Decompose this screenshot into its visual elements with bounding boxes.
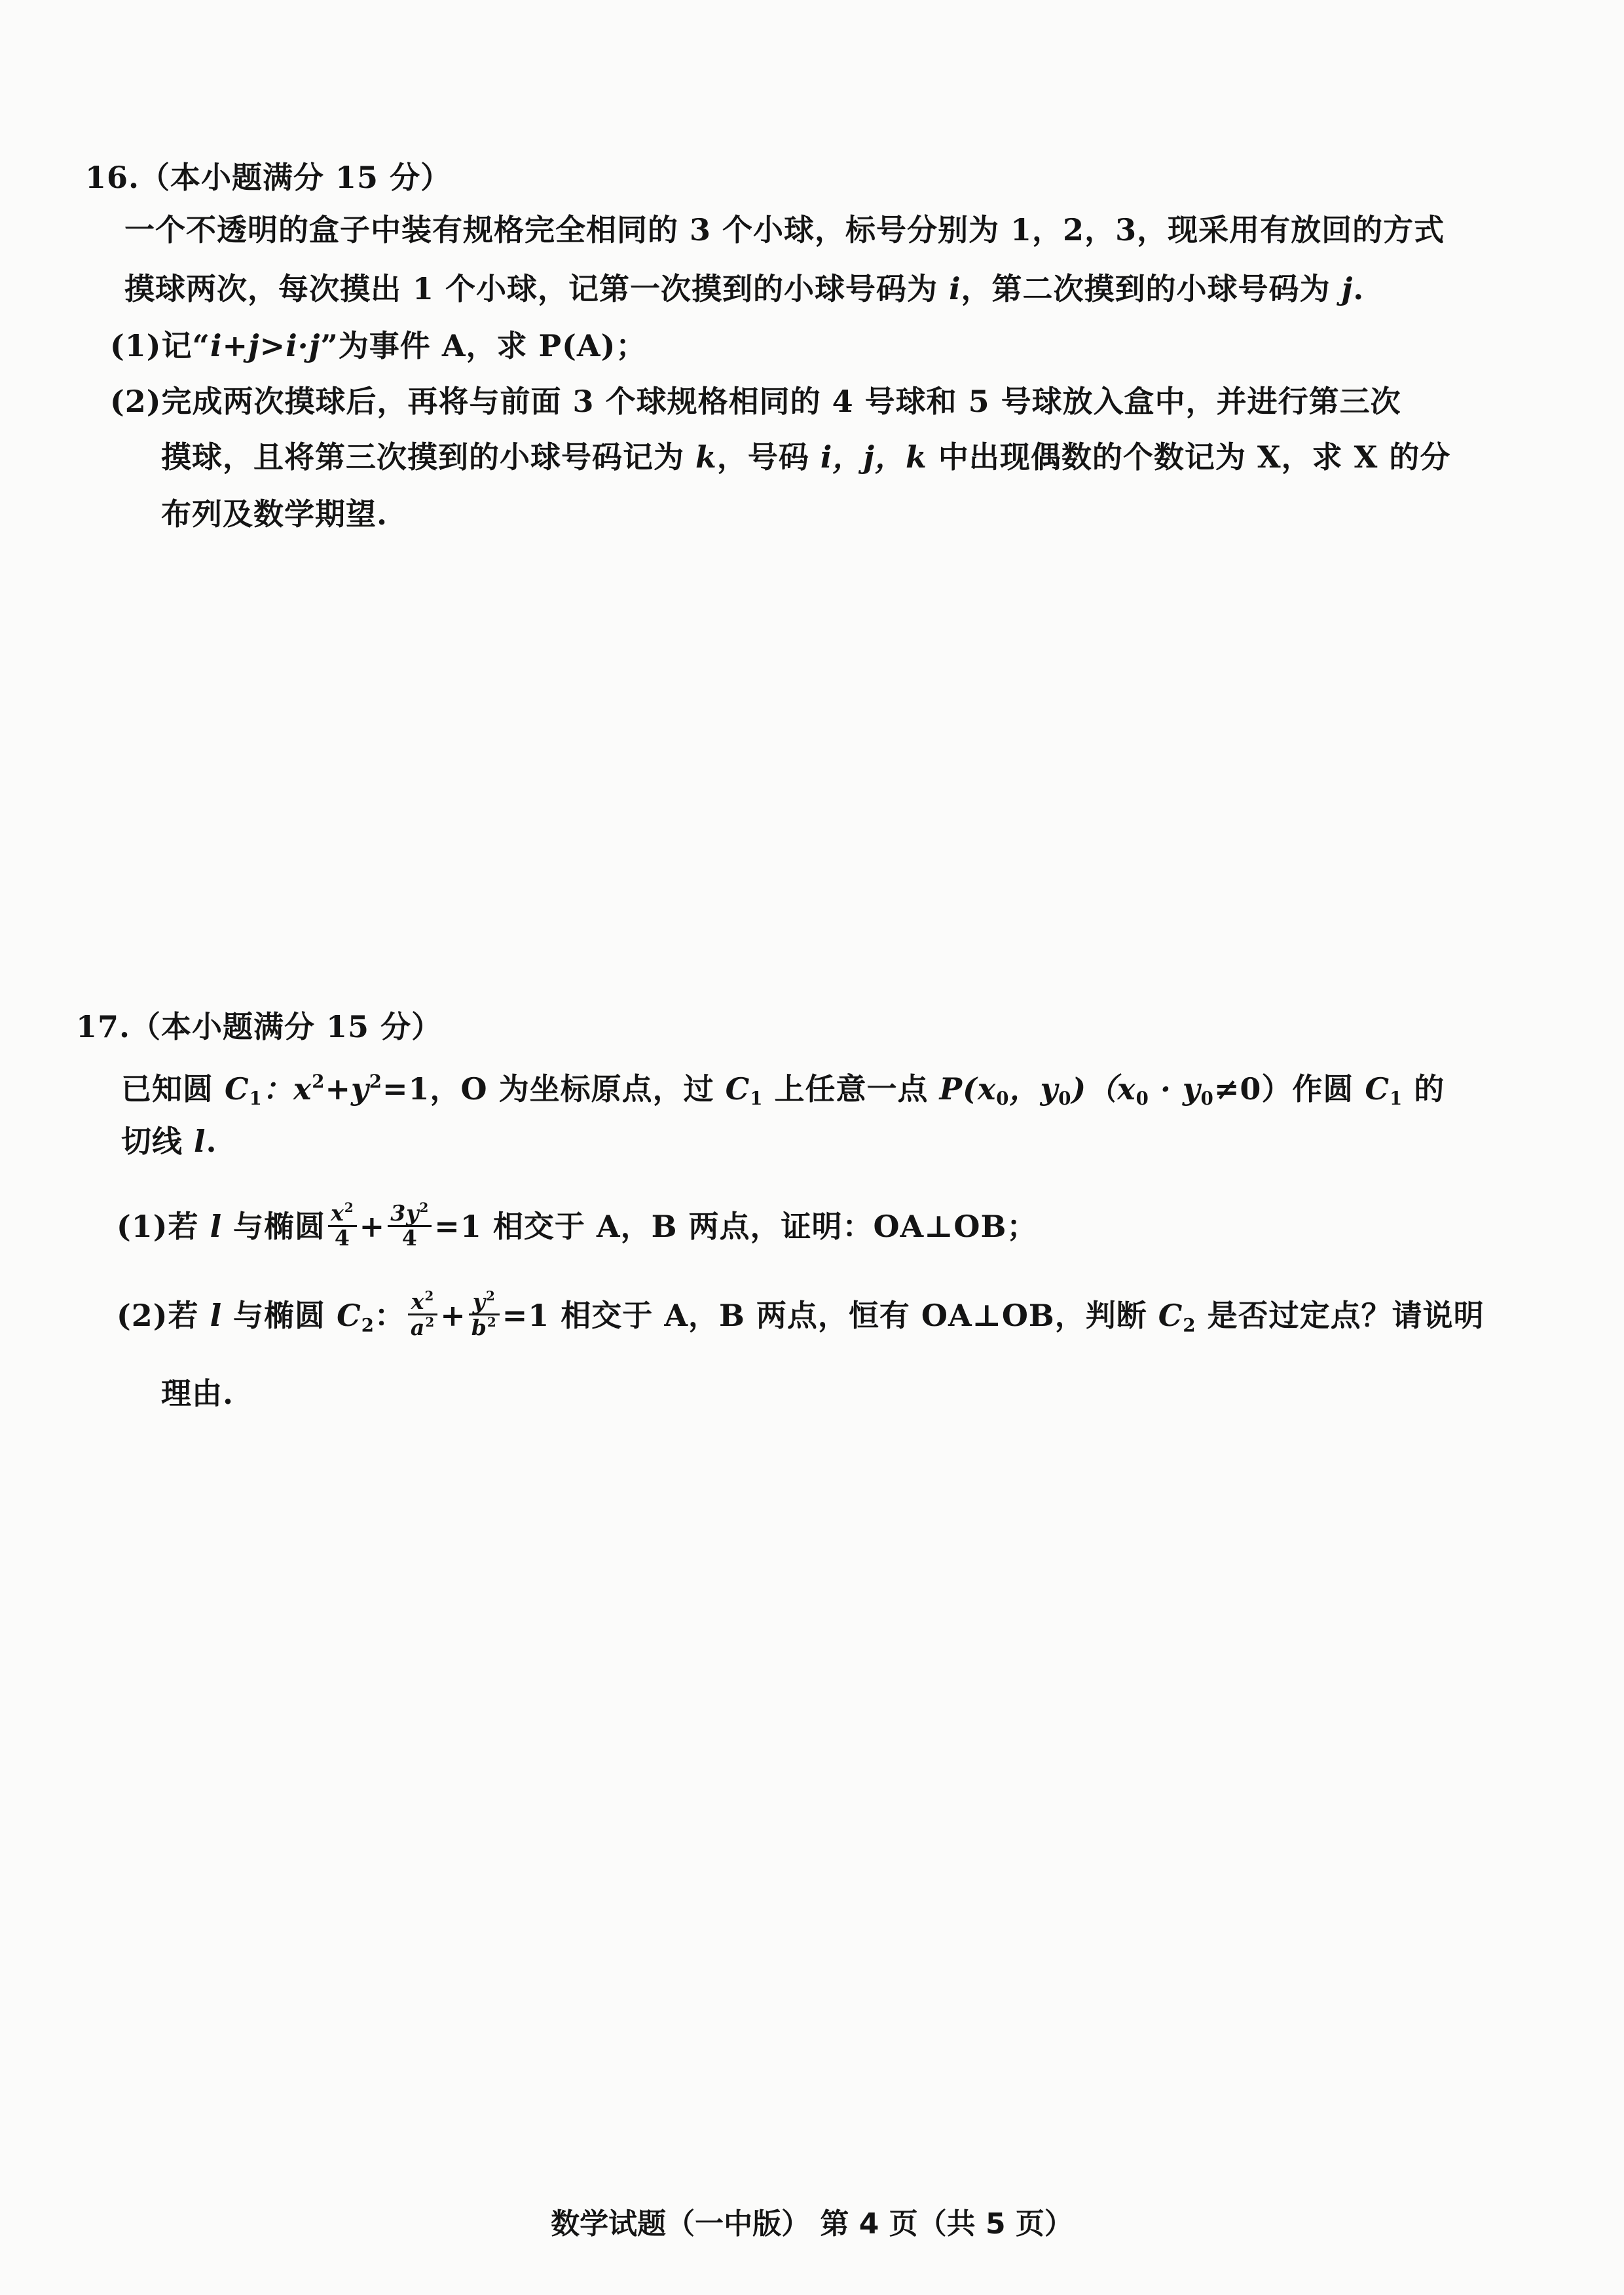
q16-part-1: [110, 328, 647, 363]
symbol-C: C: [725, 1071, 750, 1107]
dot-y: · y: [1149, 1071, 1201, 1107]
q17-p1-b: 与椭圆: [222, 1209, 326, 1245]
square: 2: [425, 1313, 435, 1330]
frac-b: b: [471, 1314, 487, 1340]
frac-4: 4: [401, 1224, 418, 1251]
fraction-3y2-over-4: [388, 1201, 432, 1249]
comma-y: ，y: [1009, 1071, 1059, 1107]
line-l: l: [194, 1124, 206, 1159]
q16-p2l2-c: 中出现偶数的个数记为 X，求 X 的分: [927, 439, 1451, 475]
line-l: l: [210, 1209, 223, 1245]
frac-3y: 3y: [390, 1200, 420, 1226]
q17-p2-d: 是否过定点？请说明: [1196, 1298, 1485, 1334]
plus: +: [440, 1298, 466, 1334]
q17-l2: 切线: [121, 1124, 194, 1159]
q16-text-line-1: 一个不透明的盒子中装有规格完全相同的 3 个小球，标号分别为 1，2，3，现采用有放回的方式: [124, 212, 1445, 248]
frac-x: x: [411, 1288, 425, 1314]
q17-l1-a: 已知圆: [121, 1071, 225, 1107]
symbol-C: C: [337, 1298, 361, 1334]
symbol-C: C: [1365, 1071, 1390, 1107]
q16-part-2-line-3: 布列及数学期望.: [161, 496, 388, 532]
line-l: l: [210, 1298, 223, 1334]
fraction-x2-over-4: [328, 1201, 357, 1249]
q16-line2-b: ，第二次摸到的小球号码为: [961, 271, 1342, 306]
fraction-y2-over-b2: [469, 1289, 500, 1339]
cond-x: )（x: [1071, 1071, 1136, 1107]
q17-header: 17.（本小题满分 15 分）: [76, 1009, 443, 1044]
q17-l1-c: 上任意一点: [763, 1071, 940, 1107]
circle-eq: =1，: [382, 1071, 461, 1107]
fraction-x2-over-a2: [408, 1289, 437, 1339]
frac-y: y: [472, 1288, 486, 1314]
q17-p1-a: (1)若: [117, 1209, 210, 1245]
point-P: P(x: [939, 1071, 997, 1107]
circle-y: +y: [325, 1071, 369, 1107]
q16-p2l2-b: ，号码: [716, 439, 821, 475]
q17-part-2: [117, 1288, 1485, 1343]
subscript-0: 0: [1200, 1088, 1214, 1110]
frac-x: x: [331, 1200, 344, 1226]
q16-part-2-line-2: [161, 439, 1451, 475]
colon: ：: [374, 1298, 405, 1334]
q16-line2-a: 摸球两次，每次摸出 1 个小球，记第一次摸到的小球号码为: [124, 271, 950, 306]
q17-text-line-2: [121, 1124, 217, 1159]
subscript-0: 0: [1135, 1088, 1149, 1110]
var-i: i: [949, 271, 961, 306]
square: 2: [419, 1200, 430, 1215]
symbol-C: C: [225, 1071, 249, 1107]
neq-tail: ≠0）作圆: [1213, 1071, 1365, 1107]
q16-part1-expr: i+j>i·j: [210, 328, 321, 363]
square: 2: [487, 1313, 497, 1330]
var-j: j: [1341, 271, 1354, 306]
square: 2: [485, 1288, 496, 1304]
q17-p2-b: 与椭圆: [222, 1298, 337, 1334]
square: 2: [369, 1071, 382, 1092]
subscript-1: 1: [750, 1088, 764, 1110]
q17-p2-a: (2)若: [117, 1298, 210, 1334]
square: 2: [424, 1288, 435, 1304]
vars-ijk: i，j，k: [820, 439, 927, 475]
q17-l1-b: O 为坐标原点，过: [460, 1071, 726, 1107]
square: 2: [312, 1071, 325, 1092]
q17-p1-c: =1 相交于 A，B 两点，证明：OA⊥OB；: [434, 1209, 1038, 1245]
q17-l2-end: .: [206, 1124, 217, 1159]
q16-text-line-2: [124, 271, 1365, 306]
frac-a: a: [410, 1314, 426, 1340]
subscript-2: 2: [1183, 1314, 1196, 1336]
q16-part-2-line-1: (2)完成两次摸球后，再将与前面 3 个球规格相同的 4 号球和 5 号球放入盒中，并进行第三次: [110, 384, 1401, 419]
q16-part1-a: (1)记“: [110, 328, 210, 363]
plus: +: [359, 1209, 386, 1245]
q16-part1-b: ”为事件 A，求 P(A)；: [320, 328, 647, 363]
circle-x: ：x: [262, 1071, 312, 1107]
square: 2: [344, 1200, 354, 1215]
subscript-2: 2: [361, 1314, 375, 1336]
var-k: k: [695, 439, 717, 475]
q16-line2-c: .: [1353, 271, 1365, 306]
q17-part-1: [117, 1200, 1038, 1253]
q16-header: 16.（本小题满分 15 分）: [85, 160, 452, 195]
frac-4: 4: [334, 1224, 350, 1251]
page-footer: 数学试题（一中版） 第 4 页（共 5 页）: [551, 2207, 1073, 2241]
q16-p2l2-a: 摸球，且将第三次摸到的小球号码记为: [161, 439, 696, 475]
q17-l1-d: 的: [1403, 1071, 1445, 1107]
symbol-C: C: [1158, 1298, 1183, 1334]
subscript-1: 1: [1390, 1088, 1403, 1110]
q17-p2-c: =1 相交于 A，B 两点，恒有 OA⊥OB，判断: [502, 1298, 1158, 1334]
subscript-0: 0: [996, 1088, 1010, 1110]
subscript-0: 0: [1058, 1088, 1072, 1110]
q17-part-2-line-2: 理由.: [161, 1376, 234, 1411]
subscript-1: 1: [249, 1088, 263, 1110]
q17-text-line-1: [121, 1073, 1445, 1108]
